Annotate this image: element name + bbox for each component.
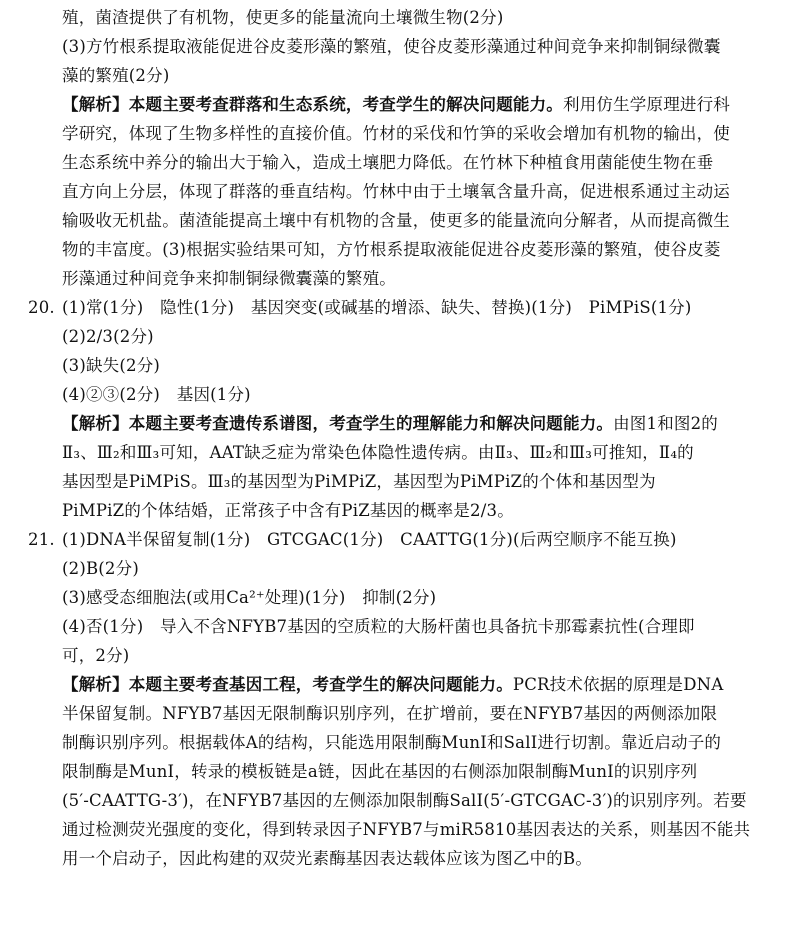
analysis-heading: 【解析】本题主要考查群落和生态系统，考查学生的解决问题能力。	[62, 95, 563, 114]
text-line: 输吸收无机盐。菌渣能提高土壤中有机物的含量，使更多的能量流向分解者，从而提高微生	[62, 211, 730, 230]
text-line: (4)否(1分) 导入不含NFYB7基因的空质粒的大肠杆菌也具备抗卡那霉素抗性(合理即	[62, 617, 695, 636]
text-line	[62, 90, 778, 119]
text-line: (3)方竹根系提取液能促进谷皮菱形藻的繁殖，使谷皮菱形藻通过种间竞争来抑制铜绿微囊	[62, 37, 721, 56]
text-line: 制酶识别序列。根据载体A的结构，只能选用限制酶MunⅠ和SalⅠ进行切割。靠近启动子的	[62, 733, 722, 752]
text-line: 直方向上分层，体现了群落的垂直结构。竹林中由于土壤氧含量升高，促进根系通过主动运	[62, 182, 730, 201]
analysis-heading: 【解析】本题主要考查基因工程，考查学生的解决问题能力。	[62, 675, 513, 694]
q19-analysis	[62, 90, 778, 293]
text-line	[62, 409, 778, 438]
q20-answer	[28, 293, 778, 409]
analysis-text: PCR技术依据的原理是DNA	[512, 675, 724, 694]
text-line: 殖，菌渣提供了有机物，使更多的能量流向土壤微生物(2分)	[62, 8, 504, 27]
text-line: 学研究，体现了生物多样性的直接价值。竹材的采伐和竹笋的采收会增加有机物的输出，使	[62, 124, 730, 143]
text-line: (5′-CAATTG-3′)，在NFYB7基因的左侧添加限制酶SalⅠ(5′-GTCGAC-3′)的识别序列。若要	[62, 791, 747, 810]
text-line: 可，2分)	[62, 646, 130, 665]
text-line: 用一个启动子，因此构建的双荧光素酶基因表达载体应该为图乙中的B。	[62, 849, 593, 868]
text-line: (4)②③(2分) 基因(1分)	[62, 385, 251, 404]
text-line: 藻的繁殖(2分)	[62, 66, 170, 85]
text-line: 通过检测荧光强度的变化，得到转录因子NFYB7与miR5810基因表达的关系，则基因不能共	[62, 820, 751, 839]
analysis-text: 由图1和图2的	[613, 414, 719, 433]
q21-answer	[28, 525, 778, 670]
text-line: Ⅱ₃、Ⅲ₂和Ⅲ₃可知，AAT缺乏症为常染色体隐性遗传病。由Ⅱ₃、Ⅲ₂和Ⅲ₃可推知，Ⅱ₄的	[62, 443, 694, 462]
analysis-heading: 【解析】本题主要考查遗传系谱图，考查学生的理解能力和解决问题能力。	[62, 414, 614, 433]
q20-analysis	[62, 409, 778, 525]
text-line: 基因型是PiMPiS。Ⅲ₃的基因型为PiMPiZ，基因型为PiMPiZ的个体和基因型为	[62, 472, 656, 491]
analysis-text: 利用仿生学原理进行科	[563, 95, 730, 114]
text-line: 物的丰富度。(3)根据实验结果可知，方竹根系提取液能促进谷皮菱形藻的繁殖，使谷皮菱	[62, 240, 721, 259]
q21-analysis	[62, 670, 778, 873]
q19-answer-continued	[62, 3, 778, 90]
text-line: 20. (1)常(1分) 隐性(1分) 基因突变(或碱基的增添、缺失、替换)(1分) PiMPiS(1分)	[28, 298, 692, 317]
answer-text: (1)DNA半保留复制(1分) GTCGAC(1分) CAATTG(1分)(后两空顺序不能互换)	[62, 530, 677, 549]
answer-text: (1)常(1分) 隐性(1分) 基因突变(或碱基的增添、缺失、替换)(1分) PiMPiS(1分)	[62, 298, 692, 317]
text-line: (2)2/3(2分)	[62, 327, 154, 346]
text-line: 21. (1)DNA半保留复制(1分) GTCGAC(1分) CAATTG(1分)(后两空顺序不能互换)	[28, 530, 677, 549]
text-line: 形藻通过种间竞争来抑制铜绿微囊藻的繁殖。	[62, 269, 396, 288]
text-line: 限制酶是MunⅠ，转录的模板链是a链，因此在基因的右侧添加限制酶MunⅠ的识别序列	[62, 762, 698, 781]
text-line: 半保留复制。NFYB7基因无限制酶识别序列，在扩增前，要在NFYB7基因的两侧添加限	[62, 704, 718, 723]
text-line: 生态系统中养分的输出大于输入，造成土壤肥力降低。在竹林下种植食用菌能使生物在垂	[62, 153, 714, 172]
text-line: PiMPiZ的个体结婚，正常孩子中含有PiZ基因的概率是2/3。	[62, 501, 514, 520]
text-line: (3)感受态细胞法(或用Ca²⁺处理)(1分) 抑制(2分)	[62, 588, 437, 607]
text-line	[62, 670, 778, 699]
text-line: (3)缺失(2分)	[62, 356, 161, 375]
text-line: (2)B(2分)	[62, 559, 139, 578]
